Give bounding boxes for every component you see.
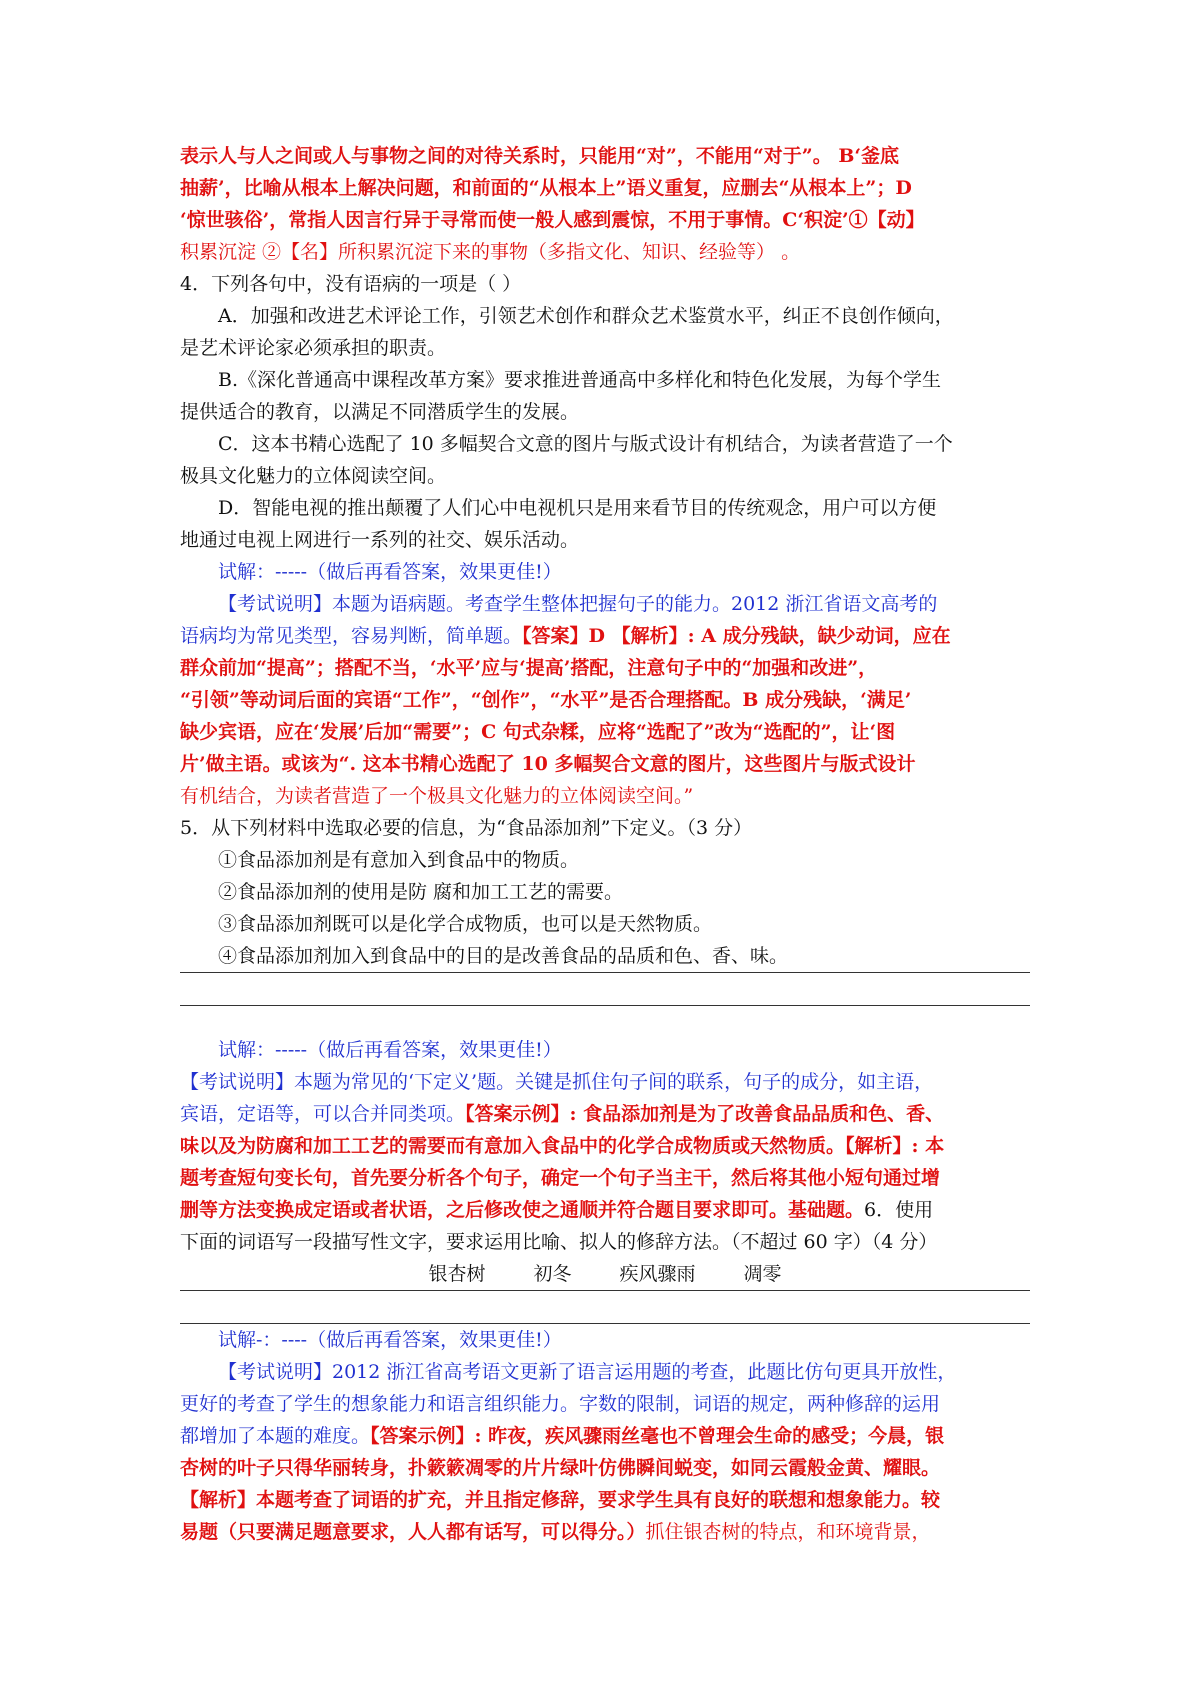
q5-hint: 试解：-----（做后再看答案，效果更佳!） [218, 1039, 562, 1061]
q6-explanation-line3 [180, 1420, 1030, 1452]
q5-answer-text: 删等方法变换成定语或者状语，之后修改使之通顺并符合题目要求即可。基础题。 [180, 1199, 865, 1221]
q4-hint: 试解：-----（做后再看答案，效果更佳!） [218, 561, 562, 583]
question-5-stem: 5．从下列材料中选取必要的信息，为“食品添加剂”下定义。（3 分） [180, 817, 753, 839]
q6-explanation-line1: 【考试说明】2012 浙江省高考语文更新了语言运用题的考查，此题比仿句更具开放性， [218, 1361, 957, 1383]
q6-hint: 试解-：----（做后再看答案，效果更佳!） [218, 1329, 562, 1351]
q5-explanation-line2 [180, 1098, 1030, 1130]
question-4-stem: 4．下列各句中，没有语病的一项是（ ） [180, 273, 522, 295]
q4-option-c-line2: 极具文化魅力的立体阅读空间。 [180, 465, 447, 487]
q4-analysis-line: 片’做主语。或该为“. 这本书精心选配了 10 多幅契合文意的图片，这些图片与版式设计 [180, 753, 916, 775]
document-page [180, 140, 1030, 1548]
q4-explanation-text: 语病均为常见类型，容易判断，简单题。 [180, 625, 523, 647]
q4-option-b-line1: B.《深化普通高中课程改革方案》要求推进普通高中多样化和特色化发展，为每个学生 [218, 369, 942, 391]
question-6-number: 6．使用 [864, 1199, 934, 1221]
q6-word: 疾风骤雨 [619, 1263, 696, 1285]
q5-answer-line: 味以及为防腐和加工工艺的需要而有意加入食品中的化学合成物质或天然物质。【解析】: 本 [180, 1135, 945, 1157]
explanation-line: 抽薪’，比喻从根本上解决问题，和前面的“从根本上”语义重复，应删去“从根本上”；D [180, 177, 912, 199]
q4-analysis-line: 缺少宾语，应在‘发展’后加“需要”；C 句式杂糅，应将“选配了”改为“选配的”，让‘图 [180, 721, 896, 743]
q6-explanation-text: 都增加了本题的难度。 [180, 1425, 371, 1447]
q4-analysis-line: “引领”等动词后面的宾语“工作”，“创作”，“水平”是否合理搭配。B 成分残缺，‘满足’ [180, 689, 912, 711]
q4-option-b-line2: 提供适合的教育，以满足不同潜质学生的发展。 [180, 401, 580, 423]
q4-explanation-line1: 【考试说明】本题为语病题。考查学生整体把握句子的能力。2012 浙江省语文高考的 [218, 593, 938, 615]
q5-item: ④食品添加剂加入到食品中的目的是改善食品的品质和色、香、味。 [218, 945, 789, 967]
q5-answer-line [180, 1194, 1030, 1226]
explanation-line: ‘惊世骇俗’，常指人因言行异于寻常而使一般人感到震惊，不用于事情。C‘积淀’①【动】 [180, 209, 925, 231]
q5-item: ③食品添加剂既可以是化学合成物质，也可以是天然物质。 [218, 913, 713, 935]
q4-option-a-line1: A．加强和改进艺术评论工作，引领艺术创作和群众艺术鉴赏水平，纠正不良创作倾向， [218, 305, 954, 327]
q6-word-list [180, 1258, 1030, 1290]
q6-answer-line: 【解析】本题考查了词语的扩充，并且指定修辞，要求学生具有良好的联想和想象能力。较 [180, 1489, 941, 1511]
q6-answer-text: 易题（只要满足题意要求，人人都有话写，可以得分。） [180, 1521, 646, 1543]
q5-answer: 【答案示例】: 食品添加剂是为了改善食品品质和色、香、 [465, 1103, 945, 1125]
q4-option-d-line2: 地通过电视上网进行一系列的社交、娱乐活动。 [180, 529, 580, 551]
question-6-stem: 下面的词语写一段描写性文字，要求运用比喻、拟人的修辞方法。（不超过 60 字）（4 分） [180, 1231, 938, 1253]
q4-explanation-line2 [180, 620, 1030, 652]
q6-answer-line [180, 1516, 1030, 1548]
q5-explanation-text: 宾语，定语等，可以合并同类项。 [180, 1103, 466, 1125]
q4-option-c-line1: C．这本书精心选配了 10 多幅契合文意的图片与版式设计有机结合，为读者营造了一个 [218, 433, 953, 455]
q6-explanation-line2: 更好的考查了学生的想象能力和语言组织能力。字数的限制，词语的规定，两种修辞的运用 [180, 1393, 941, 1415]
q6-answer-tail: 抓住银杏树的特点，和环境背景， [645, 1521, 931, 1543]
explanation-line: 表示人与人之间或人与事物之间的对待关系时，只能用“对”，不能用“对于”。 B‘釜底 [180, 145, 900, 167]
q4-answer: 【答案】D 【解析】: A 成分残缺，缺少动词，应在 [522, 625, 951, 647]
q4-option-d-line1: D．智能电视的推出颠覆了人们心中电视机只是用来看节目的传统观念，用户可以方便 [218, 497, 937, 519]
q5-item: ①食品添加剂是有意加入到食品中的物质。 [218, 849, 580, 871]
q4-analysis-line: 群众前加“提高”；搭配不当，‘水平’应与‘提高’搭配，注意句子中的“加强和改进”， [180, 657, 878, 679]
q5-explanation-line1: 【考试说明】本题为常见的‘下定义’题。关键是抓住句子间的联系，句子的成分，如主语， [180, 1071, 934, 1093]
q6-word: 初冬 [533, 1263, 572, 1285]
q5-answer-line: 题考查短句变长句，首先要分析各个句子，确定一个句子当主干，然后将其他小短句通过增 [180, 1167, 941, 1189]
explanation-line: 积累沉淀 ②【名】所积累沉淀下来的事物（多指文化、知识、经验等） 。 [180, 241, 801, 263]
q4-analysis-line: 有机结合，为读者营造了一个极具文化魅力的立体阅读空间。” [180, 785, 694, 807]
q6-word: 银杏树 [428, 1263, 486, 1285]
q5-item: ②食品添加剂的使用是防 腐和加工工艺的需要。 [218, 881, 624, 903]
q6-answer: 【答案示例】: 昨夜，疾风骤雨丝毫也不曾理会生命的感受；今晨，银 [370, 1425, 945, 1447]
q4-option-a-line2: 是艺术评论家必须承担的职责。 [180, 337, 447, 359]
q6-word: 凋零 [743, 1263, 782, 1285]
q6-answer-line: 杏树的叶子只得华丽转身，扑簌簌凋零的片片绿叶仿佛瞬间蜕变，如同云霞般金黄、耀眼。 [180, 1457, 941, 1479]
